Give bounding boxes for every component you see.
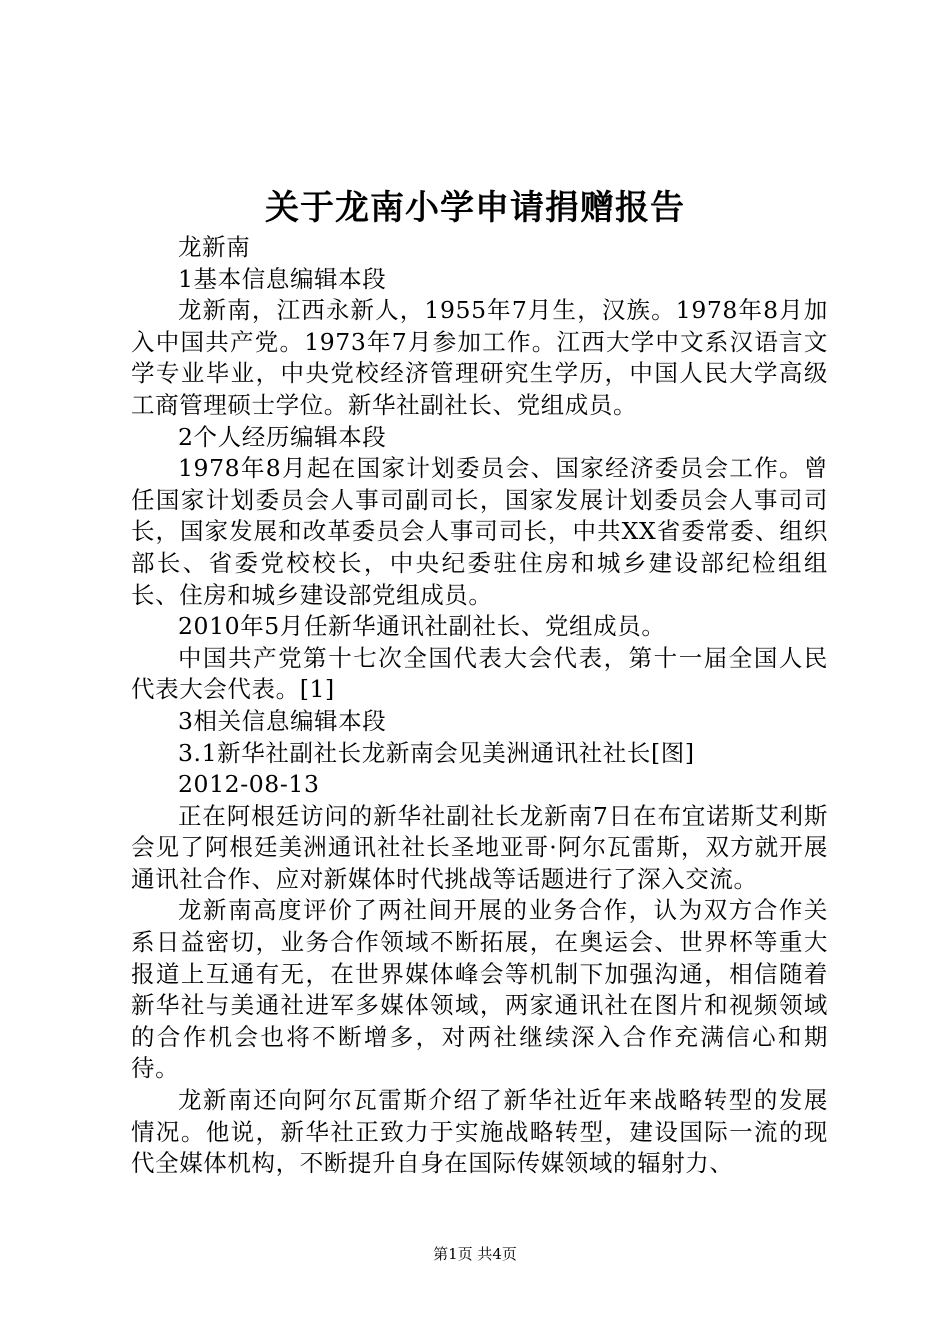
subsection-heading-meeting: 3.1新华社副社长龙新南会见美洲通讯社社长[图] — [178, 738, 695, 767]
paragraph-transformation: 龙新南还向阿尔瓦雷斯介绍了新华社近年来战略转型的发展情况。他说，新华社正致力于实施战略转型，建设国际一流的现代全媒体机构，不断提升自身在国际传媒领域的辐射力、 — [131, 1086, 828, 1178]
paragraph-cooperation: 龙新南高度评价了两社间开展的业务合作，认为双方合作关系日益密切，业务合作领域不断拓展，在奥运会、世界杯等重大报道上互通有无，在世界媒体峰会等机制下加强沟通，相信随着新华社与美通社进军多媒体领域，两家通讯社在图片和视频领域的合作机会也将不断增多，对两社继续深入合作充满信心和期待。 — [131, 896, 828, 1083]
section-heading-related: 3相关信息编辑本段 — [178, 706, 387, 735]
document-title: 关于龙南小学申请捐赠报告 — [265, 188, 685, 228]
paragraph-basic-info: 龙新南，江西永新人，1955年7月生，汉族。1978年8月加入中国共产党。1973年7月参加工作。江西大学中文系汉语言文学专业毕业，中央党校经济管理研究生学历，中国人民大学高级工商管理硕士学位。新华社副社长、党组成员。 — [131, 296, 828, 419]
page-footer: 第1页 共4页 — [433, 1245, 517, 1263]
paragraph-congress: 中国共产党第十七次全国代表大会代表，第十一届全国人民代表大会代表。[1] — [131, 643, 828, 704]
paragraph-date: 2012-08-13 — [178, 770, 320, 799]
paragraph-author: 龙新南 — [178, 233, 251, 261]
paragraph-experience: 1978年8月起在国家计划委员会、国家经济委员会工作。曾任国家计划委员会人事司副司长，国家发展计划委员会人事司司长，国家发展和改革委员会人事司司长，中共XX省委常委、组织部长、省委党校校长，中央纪委驻住房和城乡建设部纪检组组长、住房和城乡建设部党组成员。 — [131, 454, 828, 609]
section-heading-basic-info: 1基本信息编辑本段 — [178, 264, 387, 293]
paragraph-appointment: 2010年5月任新华通讯社副社长、党组成员。 — [178, 612, 666, 641]
document-body — [131, 232, 828, 1180]
section-heading-experience: 2个人经历编辑本段 — [178, 422, 387, 451]
paragraph-meeting: 正在阿根廷访问的新华社副社长龙新南7日在布宜诺斯艾利斯会见了阿根廷美洲通讯社社长圣地亚哥·阿尔瓦雷斯，双方就开展通讯社合作、应对新媒体时代挑战等话题进行了深入交流。 — [131, 801, 828, 893]
